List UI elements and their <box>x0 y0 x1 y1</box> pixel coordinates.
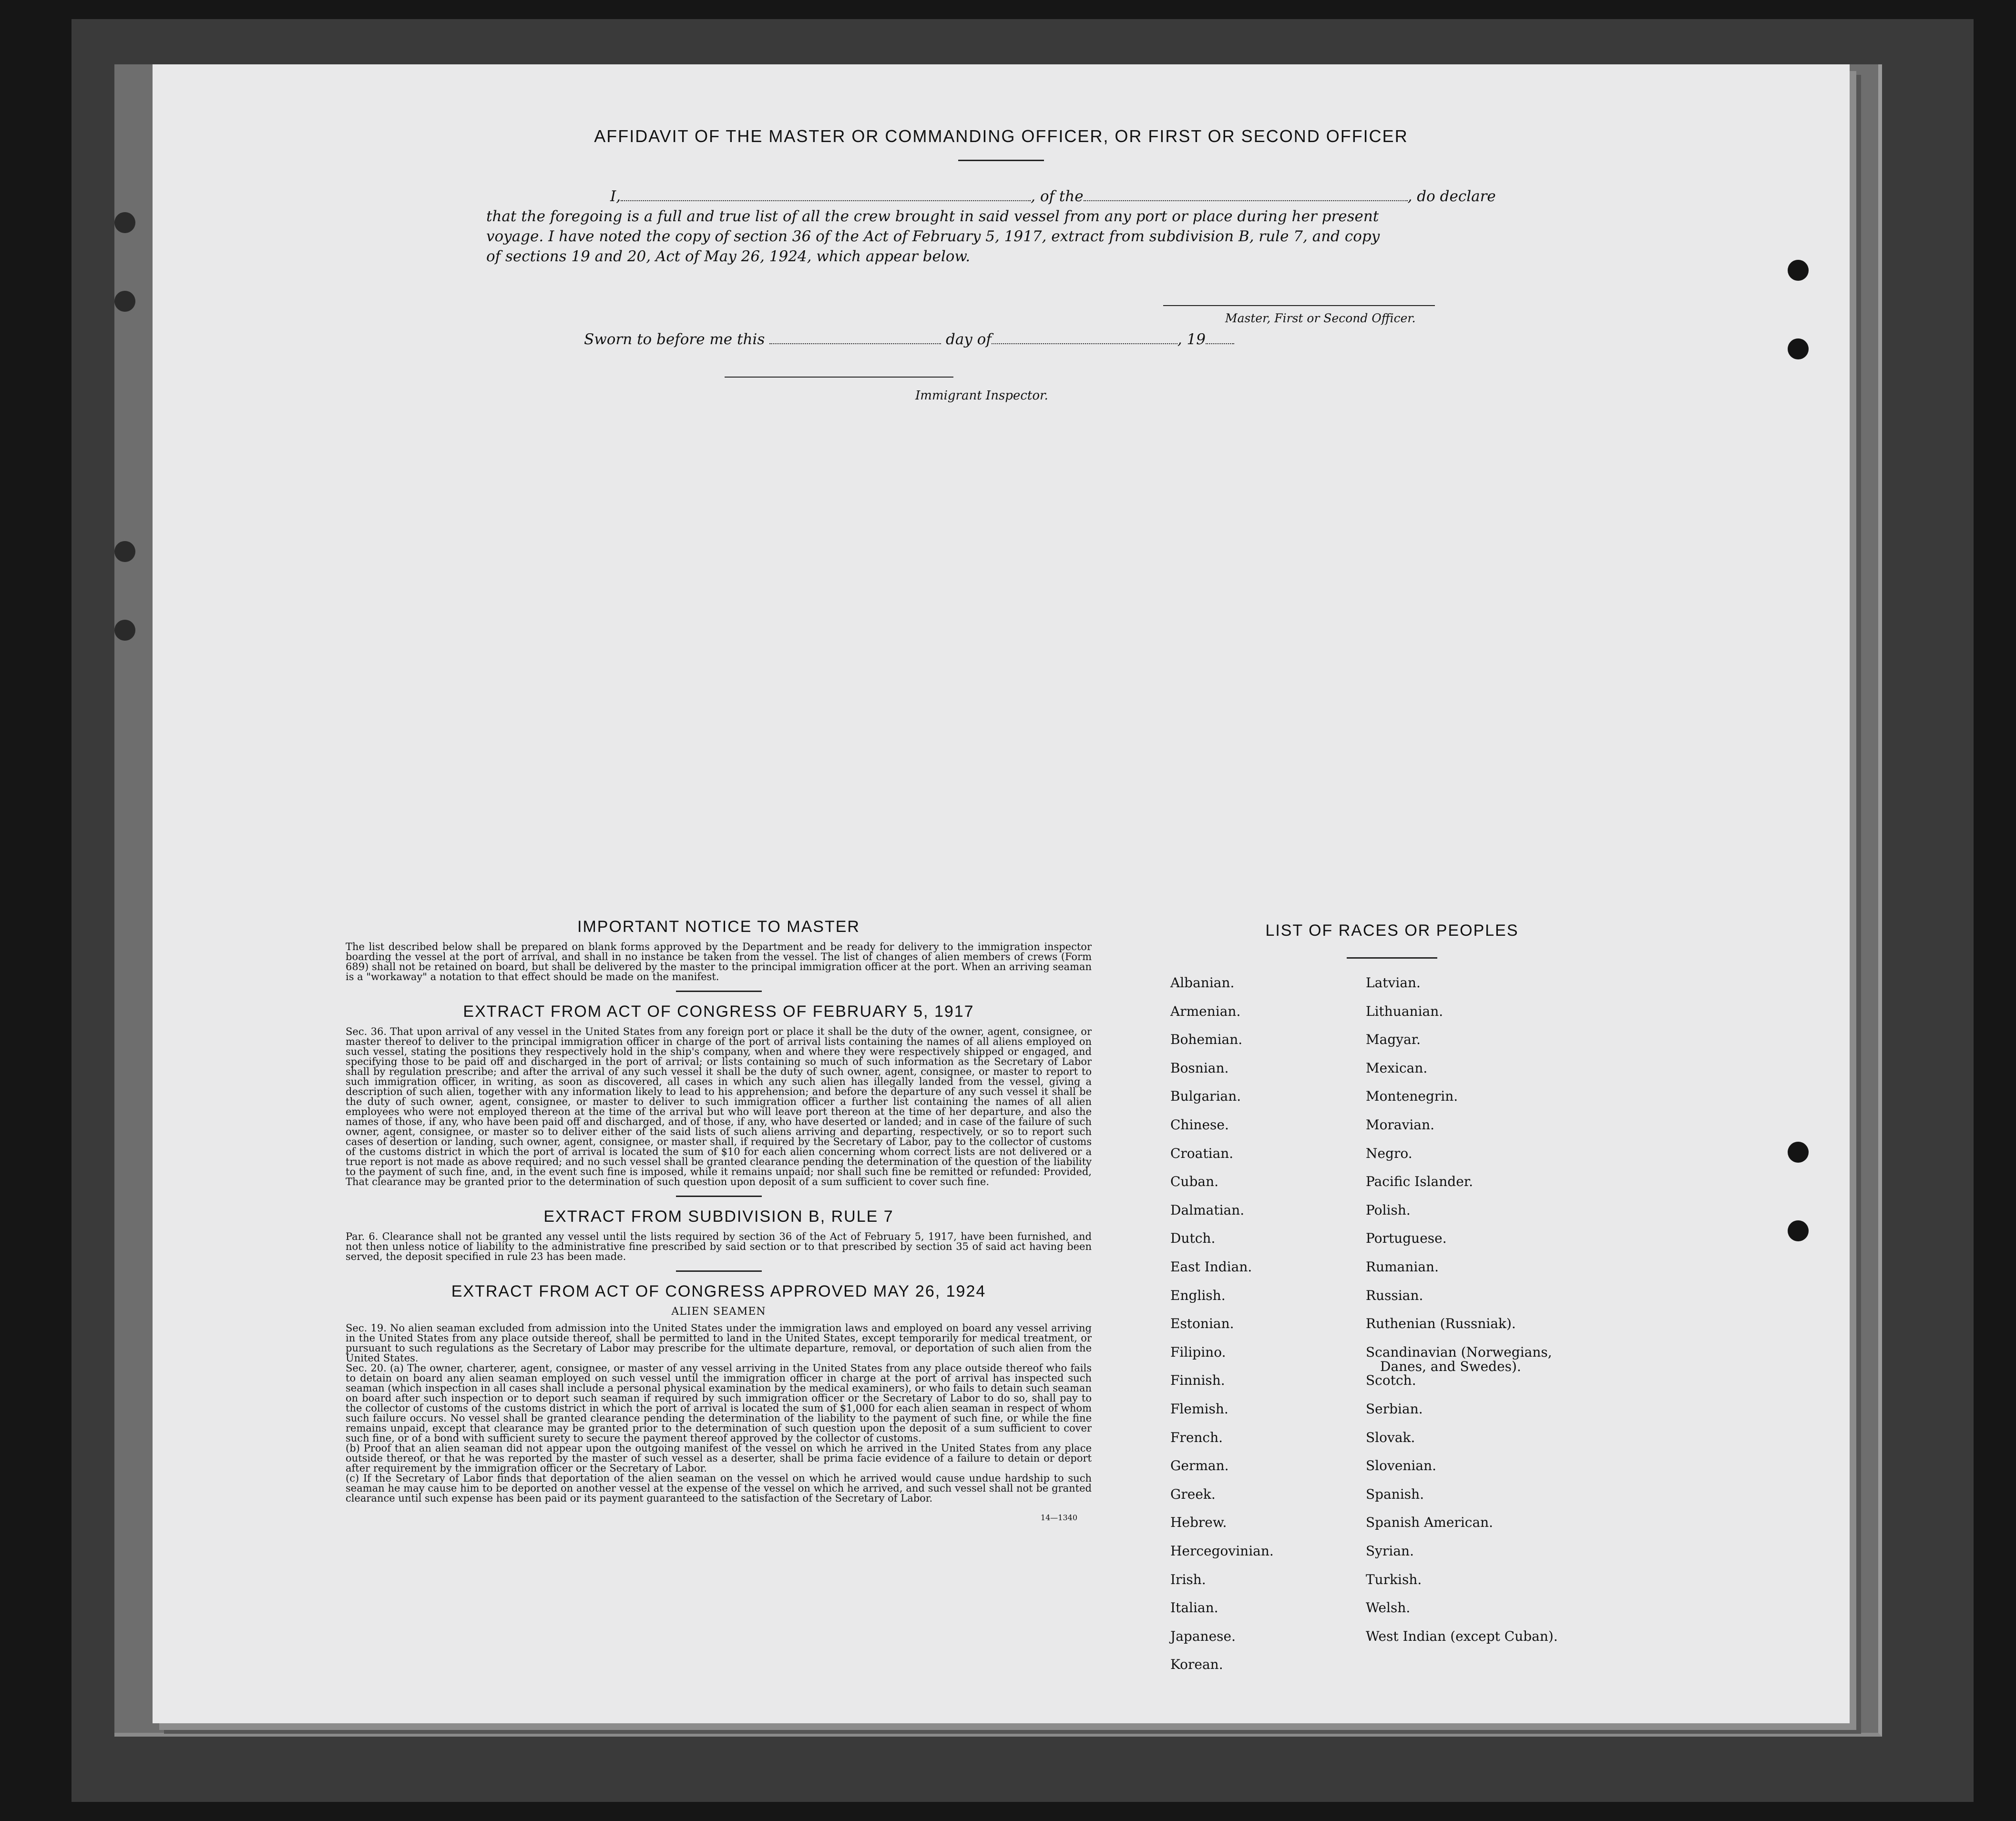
race-item: Montenegrin. <box>1366 1088 1458 1105</box>
punch-hole-icon <box>114 541 135 562</box>
extract-rule7-title: EXTRACT FROM SUBDIVISION B, RULE 7 <box>543 1207 894 1226</box>
race-item: Japanese. <box>1170 1628 1236 1644</box>
affidavit-line-2: that the foregoing is a full and true list of all the crew brought in said vessel from any port or place during her present <box>486 208 1379 225</box>
race-item: Polish. <box>1366 1202 1411 1218</box>
section-divider <box>676 1196 762 1197</box>
race-item: Lithuanian. <box>1366 1003 1443 1019</box>
affidavit-i: I, <box>610 188 621 205</box>
race-item: Chinese. <box>1170 1117 1229 1133</box>
race-item: Scotch. <box>1366 1372 1416 1389</box>
race-item: Spanish. <box>1366 1486 1424 1502</box>
document-page <box>153 64 1850 1723</box>
race-item: Syrian. <box>1366 1543 1414 1559</box>
race-item: Bohemian. <box>1170 1032 1243 1048</box>
race-item: East Indian. <box>1170 1259 1252 1275</box>
race-item: Bosnian. <box>1170 1060 1229 1076</box>
sworn-text: Sworn to before me this <box>584 331 765 348</box>
master-signature-line[interactable] <box>1163 305 1435 306</box>
race-item: Pacific Islander. <box>1366 1174 1473 1190</box>
race-item: Italian. <box>1170 1600 1218 1616</box>
race-item: Hercegovinian. <box>1170 1543 1274 1559</box>
legal-column <box>346 918 1092 1522</box>
extract-1917-title: EXTRACT FROM ACT OF CONGRESS OF FEBRUARY 5, 1917 <box>463 1003 974 1021</box>
race-item: Irish. <box>1170 1571 1206 1587</box>
race-item: Greek. <box>1170 1486 1216 1502</box>
notice-text: The list described below shall be prepared on blank forms approved by the Department and be ready for delivery to the immigration inspector boarding the vessel at the port of arrival, and shall in no instance be taken from the vessel. The list of changes of alien members of crews (Form 689) shall not be retained on board, but shall be delivered by the master to the principal immigration officer at the port. When an arriving seaman is a "workaway" a notation to that effect should be made on the manifest. <box>346 941 1092 982</box>
extract-rule7-text: Par. 6. Clearance shall not be granted any vessel until the lists required by section 36 of the Act of February 5, 1917, have been furnished, and not then unless notice of liability to the administrative fine prescribed by said section or to that prescribed by section 35 of said act having been served, the deposit specified in rule 23 has been made. <box>346 1231 1092 1262</box>
title-divider <box>958 160 1044 161</box>
affidavit-title: AFFIDAVIT OF THE MASTER OR COMMANDING OFFICER, OR FIRST OR SECOND OFFICER <box>594 126 1408 146</box>
race-item: Armenian. <box>1170 1003 1241 1019</box>
inspector-signature-label: Immigrant Inspector. <box>915 389 1048 403</box>
sworn-year-blank[interactable] <box>1206 329 1234 344</box>
punch-hole-icon <box>1788 338 1809 359</box>
extract-1917-text: Sec. 36. That upon arrival of any vessel in the United States from any foreign port or place it shall be the duty of the owner, agent, consignee, or master thereof to deliver to the principal immigration officer in charge of the port of arrival lists containing the names of all aliens employed on such vessel, stating the positions they respectively hold in the ship's company, when and where they were respectively shipped or engaged, and specifying those to be paid off and discharged in the port of arrival; or lists containing so much of such information as the Secretary of Labor shall by regulation prescribe; and after the arrival of any such vessel it shall be the duty of such owner, agent, consignee, or master to report to such immigration officer, in writing, as soon as discovered, all cases in which any such alien has illegally landed from the vessel, giving a description of such alien, together with any information likely to lead to his apprehension; and before the departure of any such vessel it shall be the duty of such owner, agent, consignee, or master to deliver to such immigration officer a further list containing the names of all alien employees who were not employed thereon at the time of the arrival but who will leave port thereon at the time of her departure, and also the names of those, if any, who have been paid off and discharged, and of those, if any, who have deserted or landed; and in case of the failure of such owner, agent, consignee, or master so to deliver either of the said lists of such aliens arriving and departing, respectively, or so to report such cases of desertion or landing, such owner, agent, consignee, or master shall, if required by the Secretary of Labor, pay to the collector of customs of the customs district in which the port of arrival is located the sum of $10 for each alien concerning whom correct lists are not delivered or a true report is not made as above required; and no such vessel shall be granted clearance pending the determination of the question of the liability to the payment of such fine, and, in the event such fine is imposed, while it remains unpaid; nor shall such fine be remitted or refunded: Provided, That clearance may be granted prior to the determination of such question upon deposit of a sum sufficient to cover such fine. <box>346 1026 1092 1187</box>
extract-1924-sec20a: Sec. 20. (a) The owner, charterer, agent, consignee, or master of any vessel arriving in the United States from any place outside thereof who fails to detain on board any alien seaman employed on such vessel until the immigration officer in charge at the port of arrival has inspected such seaman (which inspection in all cases shall include a personal physical examination by the medical examiners), or who fails to detain such seaman on board after such inspection or to deport such seaman if required by such immigration officer or the Secretary of Labor to do so, shall pay to the collector of customs of the customs district in which the port of arrival is located the sum of $1,000 for each alien seaman in respect of whom such failure occurs. No vessel shall be granted clearance pending the determination of the liability to the payment of such fine, or while the fine remains unpaid, except that clearance may be granted prior to the determination of such question upon the deposit of a sum sufficient to cover such fine, or of a bond with sufficient surety to secure the payment thereof approved by the collector of customs. <box>346 1362 1092 1444</box>
affidavit-line-4: of sections 19 and 20, Act of May 26, 1924, which appear below. <box>486 248 971 265</box>
race-item: Ruthenian (Russniak). <box>1366 1316 1516 1332</box>
sworn-day-blank[interactable] <box>769 329 941 344</box>
race-item: Korean. <box>1170 1657 1223 1673</box>
extract-1924-sec19: Sec. 19. No alien seaman excluded from admission into the United States under the immigration laws and employed on board any vessel arriving in the United States from any place outside thereof, shall be permitted to land in the United States, except temporarily for medical treatment, or pursuant to such regulations as the Secretary of Labor may prescribe for the ultimate departure, removal, or deportation of such alien from the United States. <box>346 1322 1092 1364</box>
race-item: Slovenian. <box>1366 1458 1436 1474</box>
race-item: Magyar. <box>1366 1032 1421 1048</box>
race-item: Estonian. <box>1170 1316 1234 1332</box>
punch-hole-icon <box>114 291 135 312</box>
race-item: West Indian (except Cuban). <box>1366 1628 1558 1644</box>
punch-hole-icon <box>1788 260 1809 281</box>
extract-1924-sec20c: (c) If the Secretary of Labor finds that deportation of the alien seaman on the vessel on which he arrived would cause undue hardship to such seaman he may cause him to be deported on another vessel at the expense of the vessel on which he arrived, and such vessel shall not be granted clearance until such expense has been paid or its payment guaranteed to the satisfaction of the Secretary of Labor. <box>346 1473 1092 1504</box>
race-item: Hebrew. <box>1170 1514 1227 1531</box>
extract-1924-title: EXTRACT FROM ACT OF CONGRESS APPROVED MAY 26, 1924 <box>451 1282 986 1300</box>
name-blank[interactable] <box>621 186 1031 201</box>
race-item: Dutch. <box>1170 1230 1216 1247</box>
affidavit-line-1 <box>610 186 1626 206</box>
extract-1924-subtitle: ALIEN SEAMEN <box>671 1306 766 1318</box>
sworn-month-blank[interactable] <box>992 329 1177 344</box>
affidavit-line-3: voyage. I have noted the copy of section 36 of the Act of February 5, 1917, extract from subdivision B, rule 7, and copy <box>486 228 1380 245</box>
form-number: 14—1340 <box>1040 1513 1077 1522</box>
race-item: Danes, and Swedes). <box>1380 1358 1521 1374</box>
race-item: Albanian. <box>1170 975 1235 991</box>
year-text: , 19 <box>1177 331 1206 348</box>
race-item: Bulgarian. <box>1170 1088 1241 1105</box>
race-item: Finnish. <box>1170 1372 1225 1389</box>
race-item: English. <box>1170 1287 1226 1303</box>
race-item: Welsh. <box>1366 1600 1411 1616</box>
affidavit-text <box>486 186 1626 266</box>
inspector-signature-line[interactable] <box>725 377 953 378</box>
race-item: Russian. <box>1366 1287 1423 1303</box>
race-item: Mexican. <box>1366 1060 1428 1076</box>
race-item: Flemish. <box>1170 1401 1228 1417</box>
affidavit-of-the: , of the <box>1031 188 1084 205</box>
race-item: French. <box>1170 1429 1223 1445</box>
punch-hole-icon <box>1788 1142 1809 1163</box>
master-signature-label: Master, First or Second Officer. <box>1225 311 1416 325</box>
notice-title: IMPORTANT NOTICE TO MASTER <box>577 918 860 936</box>
punch-hole-icon <box>114 212 135 233</box>
race-item: Rumanian. <box>1366 1259 1439 1275</box>
race-item: Moravian. <box>1366 1117 1435 1133</box>
race-item: Filipino. <box>1170 1344 1226 1360</box>
race-item: German. <box>1170 1458 1229 1474</box>
race-item: Portuguese. <box>1366 1230 1447 1247</box>
extract-1924-sec20b: (b) Proof that an alien seaman did not appear upon the outgoing manifest of the vessel on which he arrived in the United States from any place outside thereof, or that he was reported by the master of such vessel as a deserter, shall be prima facie evidence of a failure to detain or deport after requirement by the immigration officer or the Secretary of Labor. <box>346 1442 1092 1474</box>
races-divider <box>1347 957 1437 959</box>
section-divider <box>676 991 762 992</box>
race-item: Slovak. <box>1366 1429 1415 1445</box>
sworn-line <box>584 329 1234 348</box>
race-item: Dalmatian. <box>1170 1202 1245 1218</box>
section-divider <box>676 1270 762 1272</box>
race-item: Serbian. <box>1366 1401 1423 1417</box>
affidavit-do-declare: , do declare <box>1407 188 1496 205</box>
race-item: Turkish. <box>1366 1571 1422 1587</box>
day-of-text: day of <box>945 331 992 348</box>
vessel-blank[interactable] <box>1084 186 1408 201</box>
punch-hole-icon <box>1788 1220 1809 1241</box>
punch-hole-icon <box>114 620 135 641</box>
race-item: Spanish American. <box>1366 1514 1494 1531</box>
race-item: Cuban. <box>1170 1174 1219 1190</box>
race-item: Croatian. <box>1170 1145 1234 1161</box>
races-title: LIST OF RACES OR PEOPLES <box>1265 921 1519 940</box>
race-item: Latvian. <box>1366 975 1421 991</box>
race-item: Negro. <box>1366 1145 1412 1161</box>
race-item: Scandinavian (Norwegians, <box>1366 1344 1552 1360</box>
